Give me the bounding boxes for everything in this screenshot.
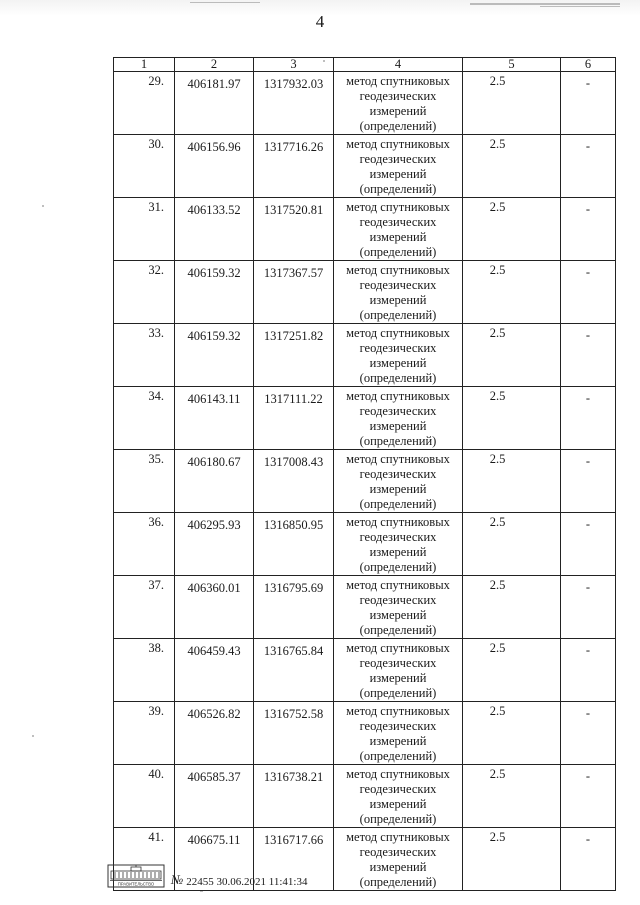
page-number: 4 <box>315 12 325 31</box>
column-header: 5 <box>463 58 561 72</box>
accuracy-value: 2.5 <box>463 450 561 513</box>
table-row <box>114 261 616 324</box>
point-number: 40. <box>114 765 175 828</box>
coordinate-y: 1317367.57 <box>254 261 334 324</box>
determination-method: метод спутниковых геодезических измерений (определений) <box>334 576 463 639</box>
coordinate-y: 1316738.21 <box>254 765 334 828</box>
determination-method: метод спутниковых геодезических измерений (определений) <box>334 261 463 324</box>
note-cell: - <box>561 324 616 387</box>
accuracy-value: 2.5 <box>463 198 561 261</box>
coordinate-x: 406675.11 <box>175 828 254 891</box>
coordinate-x: 406133.52 <box>175 198 254 261</box>
coordinate-x: 406295.93 <box>175 513 254 576</box>
coordinate-x: 406181.97 <box>175 72 254 135</box>
note-cell: - <box>561 72 616 135</box>
determination-method: метод спутниковых геодезических измерений (определений) <box>334 828 463 891</box>
note-cell: - <box>561 450 616 513</box>
number-sign: № <box>171 872 184 887</box>
determination-method: метод спутниковых геодезических измерений (определений) <box>334 387 463 450</box>
point-number: 32. <box>114 261 175 324</box>
coordinate-y: 1317251.82 <box>254 324 334 387</box>
scan-mark <box>190 2 260 3</box>
coordinate-x: 406156.96 <box>175 135 254 198</box>
table-row <box>114 702 616 765</box>
coordinates-table <box>113 57 616 891</box>
column-header: 2 <box>175 58 254 72</box>
column-header: 3 <box>254 58 334 72</box>
point-number: 31. <box>114 198 175 261</box>
accuracy-value: 2.5 <box>463 513 561 576</box>
table-header-row <box>114 58 616 72</box>
determination-method: метод спутниковых геодезических измерений (определений) <box>334 513 463 576</box>
table-row <box>114 639 616 702</box>
scan-mark <box>540 6 620 7</box>
note-cell: - <box>561 765 616 828</box>
coordinate-x: 406459.43 <box>175 639 254 702</box>
accuracy-value: 2.5 <box>463 828 561 891</box>
registration-footer <box>107 862 307 888</box>
table-row <box>114 450 616 513</box>
note-cell: - <box>561 261 616 324</box>
determination-method: метод спутниковых геодезических измерений (определений) <box>334 72 463 135</box>
accuracy-value: 2.5 <box>463 387 561 450</box>
accuracy-value: 2.5 <box>463 765 561 828</box>
coordinate-y: 1317932.03 <box>254 72 334 135</box>
accuracy-value: 2.5 <box>463 72 561 135</box>
coordinate-y: 1316795.69 <box>254 576 334 639</box>
determination-method: метод спутниковых геодезических измерений (определений) <box>334 765 463 828</box>
note-cell: - <box>561 828 616 891</box>
coordinate-y: 1316850.95 <box>254 513 334 576</box>
coordinate-y: 1317008.43 <box>254 450 334 513</box>
table-row <box>114 198 616 261</box>
coordinate-x: 406143.11 <box>175 387 254 450</box>
determination-method: метод спутниковых геодезических измерений (определений) <box>334 324 463 387</box>
determination-method: метод спутниковых геодезических измерений (определений) <box>334 450 463 513</box>
point-number: 34. <box>114 387 175 450</box>
note-cell: - <box>561 513 616 576</box>
note-cell: - <box>561 639 616 702</box>
note-cell: - <box>561 576 616 639</box>
point-number: 41. <box>114 828 175 891</box>
point-number: 30. <box>114 135 175 198</box>
determination-method: метод спутниковых геодезических измерений (определений) <box>334 702 463 765</box>
coordinate-y: 1317520.81 <box>254 198 334 261</box>
note-cell: - <box>561 135 616 198</box>
accuracy-value: 2.5 <box>463 576 561 639</box>
table-row <box>114 765 616 828</box>
point-number: 33. <box>114 324 175 387</box>
point-number: 37. <box>114 576 175 639</box>
point-number: 39. <box>114 702 175 765</box>
point-number: 36. <box>114 513 175 576</box>
point-number: 38. <box>114 639 175 702</box>
coordinate-x: 406159.32 <box>175 324 254 387</box>
point-number: 35. <box>114 450 175 513</box>
note-cell: - <box>561 702 616 765</box>
determination-method: метод спутниковых геодезических измерений (определений) <box>334 639 463 702</box>
column-header: 6 <box>561 58 616 72</box>
scan-speck <box>42 205 44 207</box>
accuracy-value: 2.5 <box>463 135 561 198</box>
determination-method: метод спутниковых геодезических измерений (определений) <box>334 198 463 261</box>
table-row <box>114 324 616 387</box>
table-row <box>114 576 616 639</box>
coordinate-y: 1316752.58 <box>254 702 334 765</box>
table-row <box>114 135 616 198</box>
government-building-logo <box>107 864 165 888</box>
coordinate-x: 406180.67 <box>175 450 254 513</box>
coordinate-y: 1317111.22 <box>254 387 334 450</box>
table-row <box>114 72 616 135</box>
scan-mark <box>470 3 620 5</box>
coordinate-y: 1317716.26 <box>254 135 334 198</box>
determination-method: метод спутниковых геодезических измерений (определений) <box>334 135 463 198</box>
scan-speck <box>32 735 34 737</box>
accuracy-value: 2.5 <box>463 261 561 324</box>
column-header: 4 <box>334 58 463 72</box>
coordinate-x: 406585.37 <box>175 765 254 828</box>
note-cell: - <box>561 387 616 450</box>
note-cell: - <box>561 198 616 261</box>
coordinate-x: 406360.01 <box>175 576 254 639</box>
coordinate-y: 1316765.84 <box>254 639 334 702</box>
coordinate-x: 406159.32 <box>175 261 254 324</box>
point-number: 29. <box>114 72 175 135</box>
table-row <box>114 387 616 450</box>
table-row <box>114 513 616 576</box>
stamp-caption: ПРАВИТЕЛЬСТВО <box>117 881 155 887</box>
coordinate-y: 1316717.66 <box>254 828 334 891</box>
registration-reference: 22455 30.06.2021 11:41:34 <box>186 876 308 888</box>
accuracy-value: 2.5 <box>463 702 561 765</box>
accuracy-value: 2.5 <box>463 639 561 702</box>
coordinate-x: 406526.82 <box>175 702 254 765</box>
column-header: 1 <box>114 58 175 72</box>
accuracy-value: 2.5 <box>463 324 561 387</box>
